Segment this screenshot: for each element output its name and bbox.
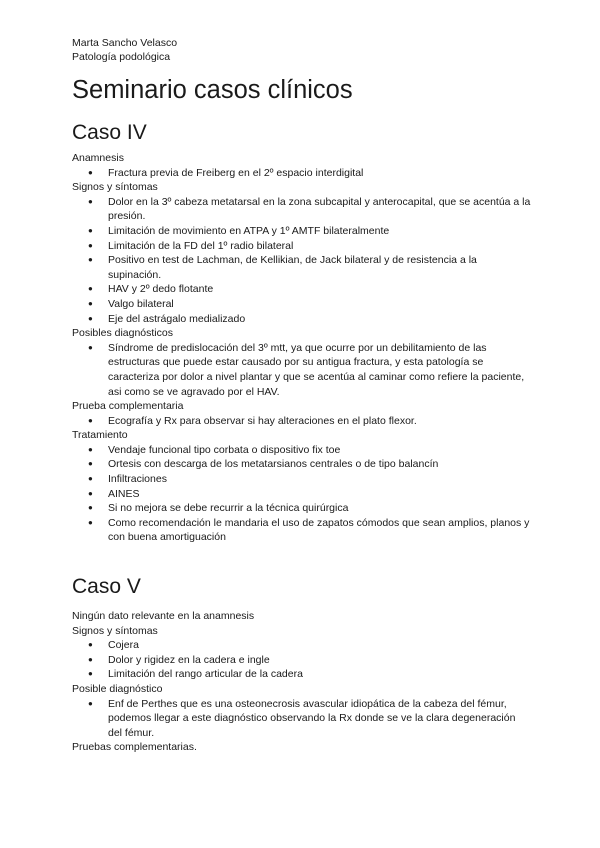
list-item xyxy=(72,516,532,545)
list-item xyxy=(72,239,532,254)
subject-name: Patología podológica xyxy=(72,51,171,63)
list-item-text: AINES xyxy=(108,487,140,500)
list-item-text: Limitación de la FD del 1º radio bilateral xyxy=(108,239,294,252)
list-item xyxy=(72,697,532,741)
list-item-text: Dolor y rigidez en la cadera e ingle xyxy=(108,653,270,666)
bullet-list xyxy=(72,638,532,682)
list-item xyxy=(72,253,532,282)
bullet-list xyxy=(72,341,532,399)
bullet-icon: ● xyxy=(88,298,93,308)
bullet-list xyxy=(72,166,532,181)
list-item xyxy=(72,166,532,181)
list-item xyxy=(72,312,532,327)
list-item-text: Infiltraciones xyxy=(108,473,167,486)
section-label: Posibles diagnósticos xyxy=(72,327,173,340)
list-item-text: HAV y 2º dedo flotante xyxy=(108,283,214,296)
list-item-text: Ortesis con descarga de los metatarsianos centrales o de tipo balancín xyxy=(108,458,439,471)
list-item xyxy=(72,341,532,399)
document-title: Seminario casos clínicos xyxy=(72,76,353,104)
list-item xyxy=(72,487,532,502)
section-label: Tratamiento xyxy=(72,429,128,442)
list-item-text: Vendaje funcional tipo corbata o dispositivo fix toe xyxy=(108,443,341,456)
bullet-icon: ● xyxy=(88,284,93,294)
bullet-list xyxy=(72,697,532,741)
list-item xyxy=(72,224,532,239)
bullet-icon: ● xyxy=(88,342,93,352)
list-item xyxy=(72,653,532,668)
list-item xyxy=(72,297,532,312)
list-item-text: Síndrome de predislocación del 3º mtt, ya que ocurre por un debilitamiento de las estructuras que puede estar causado por su antigua fractura, y esta patología se caracteriza por dolor a nivel plantar y que se acentúa al caminar como refiere la paciente, asi como se ve agravado por el HAV. xyxy=(108,341,525,398)
list-item-text: Si no mejora se debe recurrir a la técnica quirúrgica xyxy=(108,502,349,515)
section-label: Anamnesis xyxy=(72,152,124,164)
list-item xyxy=(72,195,532,224)
list-item xyxy=(72,414,532,429)
bullet-icon: ● xyxy=(88,313,93,323)
section-label: Ningún dato relevante en la anamnesis xyxy=(72,610,255,623)
section-label: Posible diagnóstico xyxy=(72,683,163,695)
list-item-text: Valgo bilateral xyxy=(108,297,174,310)
bullet-icon: ● xyxy=(88,669,93,679)
bullet-icon: ● xyxy=(88,640,93,650)
list-item-text: Como recomendación le mandaria el uso de zapatos cómodos que sean amplios, planos y con buena amortiguación xyxy=(108,516,530,544)
list-item-text: Fractura previa de Freiberg en el 2º espacio interdigital xyxy=(108,166,364,179)
bullet-icon: ● xyxy=(88,240,93,250)
section-label: Signos y síntomas xyxy=(72,181,158,194)
bullet-icon: ● xyxy=(88,196,93,206)
list-item-text: Enf de Perthes que es una osteonecrosis avascular idiopática de la cabeza del fémur, podemos llegar a este diagnóstico observando la Rx donde se ve la clara degeneración del fémur. xyxy=(108,697,516,739)
list-item-text: Limitación de movimiento en ATPA y 1º AMTF bilateralmente xyxy=(108,224,390,237)
list-item-text: Positivo en test de Lachman, de Kellikian, de Jack bilateral y de resistencia a la supinación. xyxy=(108,254,477,281)
bullet-icon: ● xyxy=(88,517,93,527)
section-label: Pruebas complementarias. xyxy=(72,741,197,754)
list-item-text: Limitación del rango articular de la cadera xyxy=(108,668,303,681)
bullet-icon: ● xyxy=(88,225,93,235)
case-iv-title: Caso IV xyxy=(72,121,147,144)
document-page xyxy=(72,36,532,755)
list-item xyxy=(72,472,532,487)
bullet-icon: ● xyxy=(88,698,93,708)
bullet-icon: ● xyxy=(88,255,93,265)
bullet-icon: ● xyxy=(88,503,93,513)
bullet-icon: ● xyxy=(88,459,93,469)
bullet-icon: ● xyxy=(88,654,93,664)
list-item xyxy=(72,282,532,297)
list-item-text: Ecografía y Rx para observar si hay alteraciones en el plato flexor. xyxy=(108,414,417,427)
list-item-text: Dolor en la 3º cabeza metatarsal en la zona subcapital y anterocapital, que se acentúa a la presión. xyxy=(108,195,531,223)
author-name: Marta Sancho Velasco xyxy=(72,37,178,49)
bullet-icon: ● xyxy=(88,474,93,484)
section-spacer xyxy=(72,545,532,561)
list-item xyxy=(72,667,532,682)
list-item xyxy=(72,501,532,516)
bullet-list xyxy=(72,195,532,326)
list-item xyxy=(72,638,532,653)
list-item-text: Eje del astrágalo medializado xyxy=(108,312,246,325)
list-item xyxy=(72,457,532,472)
bullet-icon: ● xyxy=(88,167,93,177)
bullet-list xyxy=(72,443,532,545)
bullet-icon: ● xyxy=(88,415,93,425)
bullet-icon: ● xyxy=(88,444,93,454)
case-v-title: Caso V xyxy=(72,575,141,599)
bullet-list xyxy=(72,414,532,429)
case-iv-body xyxy=(72,151,532,545)
bullet-icon: ● xyxy=(88,488,93,498)
section-label: Prueba complementaria xyxy=(72,400,184,413)
case-v-body xyxy=(72,609,532,755)
section-label: Signos y síntomas xyxy=(72,624,158,637)
list-item-text: Cojera xyxy=(108,639,139,652)
list-item xyxy=(72,443,532,458)
